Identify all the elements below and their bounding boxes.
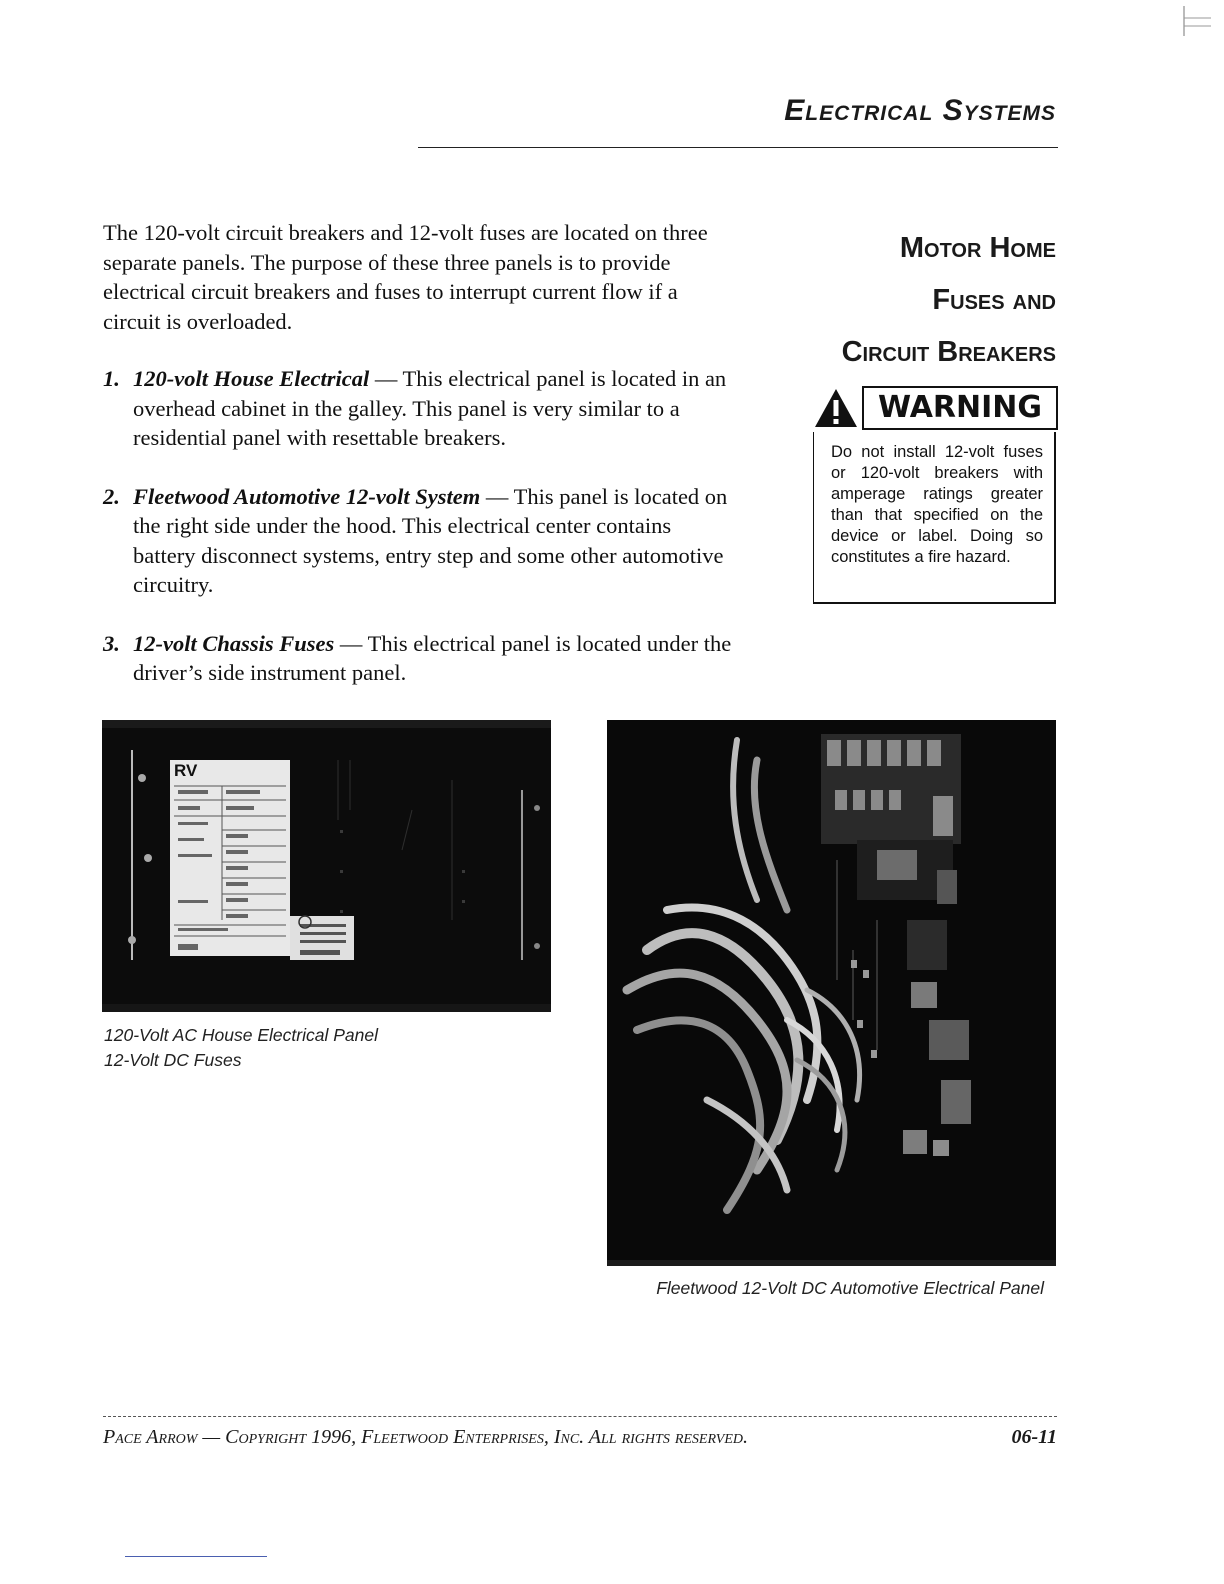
intro-paragraph: The 120-volt circuit breakers and 12-volt fuses are located on three separate panels. The purpose of these three panels is to provide electrical circuit breakers and fuses to interrupt current flow if a circuit is overloaded. bbox=[103, 220, 708, 334]
section-title: Electrical Systems bbox=[784, 94, 1056, 127]
automotive-electrical-panel-photo bbox=[607, 720, 1056, 1266]
warning-label: WARNING bbox=[862, 386, 1058, 430]
list-item-term: Fleetwood Automotive 12-volt System bbox=[133, 483, 481, 509]
list-item bbox=[103, 364, 733, 453]
sidebar-heading bbox=[736, 222, 1056, 378]
photo1-caption-line: 120-Volt AC House Electrical Panel bbox=[104, 1025, 378, 1045]
title-rule bbox=[418, 147, 1058, 148]
list-item-number: 1. bbox=[103, 366, 120, 391]
photo1-caption bbox=[104, 1023, 378, 1073]
sidebar-heading-line: Motor Home bbox=[899, 232, 1056, 264]
panel-list bbox=[103, 364, 733, 717]
sidebar-heading-line: Circuit Breakers bbox=[841, 336, 1056, 368]
list-item-text: — This electrical panel is located under the driver’s side instrument panel. bbox=[133, 630, 732, 685]
list-item-term: 120-volt House Electrical bbox=[133, 366, 370, 391]
footer-rule bbox=[103, 1416, 1057, 1417]
warning-header bbox=[814, 386, 1056, 430]
list-item-number: 3. bbox=[103, 630, 120, 656]
bottom-line bbox=[125, 1556, 267, 1557]
sidebar-heading-line: Fuses and bbox=[932, 284, 1056, 316]
warning-triangle-icon bbox=[814, 388, 858, 428]
list-item-number: 2. bbox=[103, 483, 120, 509]
panel-label-text: RV bbox=[174, 761, 198, 780]
warning-box bbox=[813, 432, 1056, 604]
photo1-caption-line: 12-Volt DC Fuses bbox=[104, 1050, 242, 1070]
footer-copyright: Pace Arrow — Copyright 1996, Fleetwood Enterprises, Inc. All rights reserved. bbox=[103, 1426, 748, 1448]
list-item-text: — This panel is located on the right side under the hood. This electrical center contains battery disconnect systems, entry step and some other automotive circuitry. bbox=[133, 483, 728, 597]
list-item-term: 12-volt Chassis Fuses bbox=[133, 630, 335, 656]
house-electrical-panel-photo bbox=[102, 720, 551, 1012]
corner-register-mark bbox=[1183, 6, 1211, 36]
page-number: 06-11 bbox=[1011, 1426, 1057, 1448]
list-item bbox=[103, 482, 733, 600]
photo2-caption: Fleetwood 12-Volt DC Automotive Electrical Panel bbox=[656, 1278, 1044, 1298]
warning-text: Do not install 12-volt fuses or 120-volt breakers with amperage ratings greater than that specified on the device or label. Doing so constitutes a fire hazard. bbox=[831, 443, 1043, 566]
list-item bbox=[103, 629, 733, 688]
list-item-text: — This electrical panel is located in an overhead cabinet in the galley. This panel is very similar to a residential panel with resettable breakers. bbox=[133, 366, 727, 450]
